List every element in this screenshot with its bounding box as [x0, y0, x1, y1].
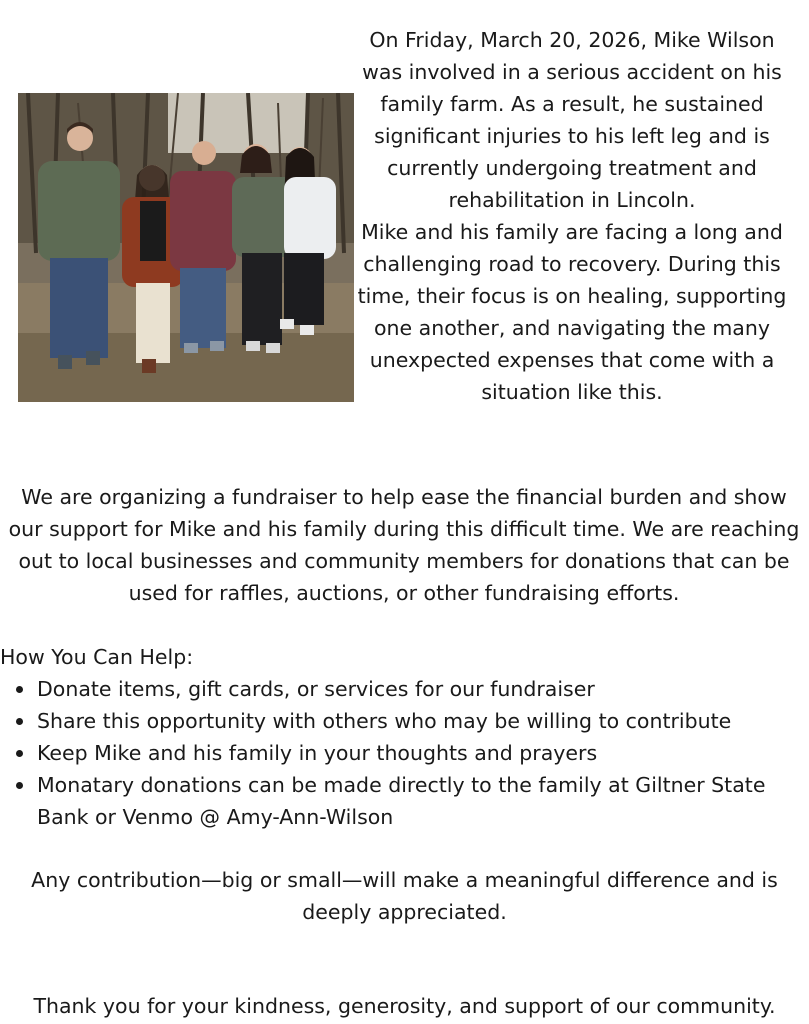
- list-item-text: Share this opportunity with others who may be willing to contribute: [37, 709, 732, 733]
- help-heading: How You Can Help:: [0, 645, 194, 669]
- list-item: [0, 673, 805, 705]
- bullet-icon: [16, 686, 23, 693]
- thank-you-line: Thank you for your kindness, generosity, and support of our community.: [33, 994, 776, 1018]
- bullet-icon: [16, 750, 23, 757]
- contribution-paragraph: Any contribution—big or small—will make a meaningful difference and is deeply appreciated.: [31, 868, 778, 924]
- bullet-icon: [16, 718, 23, 725]
- list-item-text: Donate items, gift cards, or services for our fundraiser: [37, 677, 595, 701]
- recovery-paragraph: Mike and his family are facing a long and challenging road to recovery. During this time, their focus is on healing, supporting one another, and navigating the many unexpected expenses that come with a situation like this.: [357, 220, 787, 404]
- family-photo: [18, 93, 354, 402]
- bullet-icon: [16, 782, 23, 789]
- accident-paragraph: On Friday, March 20, 2026, Mike Wilson was involved in a serious accident on his family farm. As a result, he sustained significant injuries to his left leg and is currently undergoing treatment and rehabilitation in Lincoln.: [362, 28, 782, 212]
- intro-text: [352, 24, 792, 408]
- help-list: [0, 673, 805, 833]
- list-item: [0, 769, 805, 833]
- list-item-text: Keep Mike and his family in your thoughts and prayers: [37, 741, 598, 765]
- list-item: [0, 737, 805, 769]
- list-item-text: Monatary donations can be made directly to the family at Giltner State Bank or Venmo @ Amy-Ann-Wilson: [37, 773, 766, 829]
- list-item: [0, 705, 805, 737]
- fundraiser-paragraph: We are organizing a fundraiser to help ease the financial burden and show our support for Mike and his family during this difficult time. We are reaching out to local businesses and community members for donations that can be used for raffles, auctions, or other fundraising efforts.: [8, 485, 800, 605]
